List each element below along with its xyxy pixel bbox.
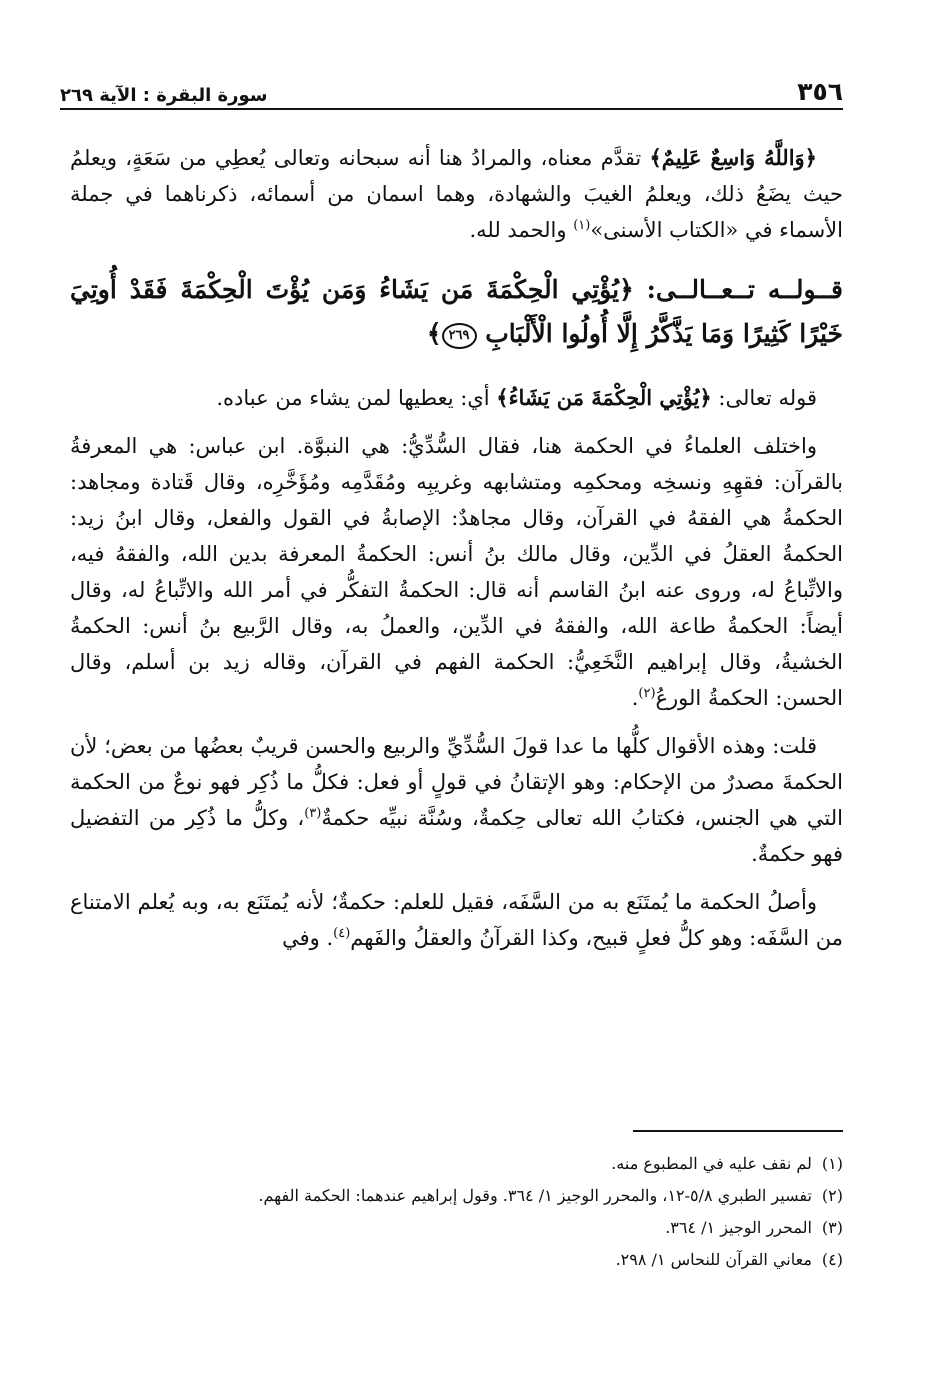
paragraph-text-end: . وفي	[282, 926, 334, 950]
paragraph-text: قلت: وهذه الأقوال كلُّها ما عدا قولَ السُّدِّيِّ والربيع والحسن قريبٌ بعضُها من بعض؛ لأن الحكمةَ مصدرٌ من الإحكام: وهو الإتقانُ في قولٍ أو فعل: فكلُّ ما ذُكِر فهو نوعٌ من الحكمة التي هي الجنس، فكتابُ الله تعالى حِكمةٌ، وسُنَّة نبيِّه حكمةٌ	[70, 734, 843, 830]
running-head: سورة البقرة : الآية ٢٦٩	[60, 85, 268, 106]
footnote-text: المحرر الوجيز ١/ ٣٦٤.	[665, 1218, 812, 1237]
ayah-number-mark: ٢٦٩	[442, 323, 477, 349]
header-rule	[60, 108, 843, 110]
verse-heading	[70, 268, 843, 356]
verse-lead: قــولــه تــعــالــى:	[633, 275, 843, 304]
paragraph-4	[70, 728, 843, 872]
footnote-4	[70, 1244, 843, 1276]
verse-close: ﴾	[426, 319, 442, 348]
paragraph-text-end: والحمد لله.	[469, 218, 574, 242]
footnote-number: (٢)	[821, 1186, 843, 1205]
footnote-1	[70, 1148, 843, 1180]
footnote-rule	[633, 1130, 843, 1132]
paragraph-text-end: .	[631, 686, 639, 710]
page-number: ٣٥٦	[797, 77, 843, 106]
footnote-ref-4: (٤)	[333, 926, 351, 941]
footnote-ref-1: (١)	[573, 218, 591, 233]
footnote-number: (١)	[821, 1154, 843, 1173]
footnote-number: (٤)	[821, 1250, 843, 1269]
paragraph-1	[70, 140, 843, 248]
footnote-text: لم نقف عليه في المطبوع منه.	[611, 1154, 812, 1173]
main-text	[70, 140, 843, 968]
footnotes	[70, 1148, 843, 1276]
paragraph-text-end: ، وكلُّ ما ذُكِر من التفضيل فهو حكمةٌ.	[70, 806, 843, 866]
quran-quote: ﴿يُؤْتِي الْحِكْمَةَ مَن يَشَاءُ﴾	[496, 385, 712, 410]
paragraph-2	[70, 380, 843, 416]
footnote-2	[70, 1180, 843, 1212]
verse-text: ﴿يُؤْتِي الْحِكْمَةَ مَن يَشَاءُ وَمَن يُؤْتَ الْحِكْمَةَ فَقَدْ أُوتِيَ خَيْرًا كَثِيرًا وَمَا يَذَّكَّرُ إِلَّا أُولُوا الْأَلْبَابِ	[70, 275, 843, 348]
paragraph-3	[70, 428, 843, 716]
paragraph-text: واختلف العلماءُ في الحكمة هنا، فقال السُّدِّيُّ: هي النبوَّة. ابن عباس: هي المعرفةُ بالقرآن: فقهِهِ ونسخِه ومحكمِه ومتشابهه وغريبِه ومُقَدَّمِه ومُؤَخَّرِه، وقال قَتادة ومجاهد: الحكمةُ هي الفقهُ في القرآن، وقال مجاهدٌ: الإصابةُ في القول والفعل، وقال ابنُ زيد: الحكمةُ العقلُ في الدِّين، وقال مالك بنُ أنس: الحكمةُ المعرفة بدين الله، والفقهُ فيه، والاتِّباعُ له، وروى عنه ابنُ القاسم أنه قال: الحكمةُ التفكُّر في أمر الله والاتِّباعُ له، وقال أيضاً: الحكمةُ طاعة الله، والفقهُ في الدِّين، والعملُ به، وقال الرَّبيع بنُ أنس: الحكمةُ الخشيةُ، وقال إبراهيم النَّخَعِيُّ: الحكمة الفهم في القرآن، وقاله زيد بن أسلم، وقال الحسن: الحكمةُ الورعُ	[70, 434, 843, 710]
footnote-text: معاني القرآن للنحاس ١/ ٢٩٨.	[615, 1250, 812, 1269]
page-header	[60, 66, 843, 106]
footnote-text: تفسير الطبري ٥/٨-١٢، والمحرر الوجيز ١/ ٣٦٤. وقول إبراهيم عندهما: الحكمة الفهم.	[258, 1186, 812, 1205]
paragraph-lead: قوله تعالى:	[711, 386, 817, 410]
paragraph-text: أي: يعطيها لمن يشاء من عباده.	[216, 386, 497, 410]
paragraph-text: وأصلُ الحكمة ما يُمتَنَع به من السَّفَه، فقيل للعلم: حكمةٌ؛ لأنه يُمتَنَع به، وبه يُعلم الامتناع من السَّفَه: وهو كلُّ فعلٍ قبيح، وكذا القرآنُ والعقلُ والفَهم	[70, 890, 843, 950]
footnote-ref-2: (٢)	[638, 686, 656, 701]
quran-quote: ﴿وَاللَّهُ وَاسِعٌ عَلِيمٌ﴾	[649, 145, 817, 170]
paragraph-5	[70, 884, 843, 956]
footnote-3	[70, 1212, 843, 1244]
footnote-ref-3: (٣)	[304, 806, 322, 821]
paragraph-text: تقدَّم معناه، والمرادُ هنا أنه سبحانه وتعالى يُعطِي من سَعَةٍ، ويعلمُ حيث يضَعُ ذلك، ويعلمُ الغيبَ والشهادة، وهما اسمان من أسمائه، ذكرناهما في جملة الأسماء في «الكتاب الأسنى»	[70, 146, 843, 242]
footnote-number: (٣)	[821, 1218, 843, 1237]
